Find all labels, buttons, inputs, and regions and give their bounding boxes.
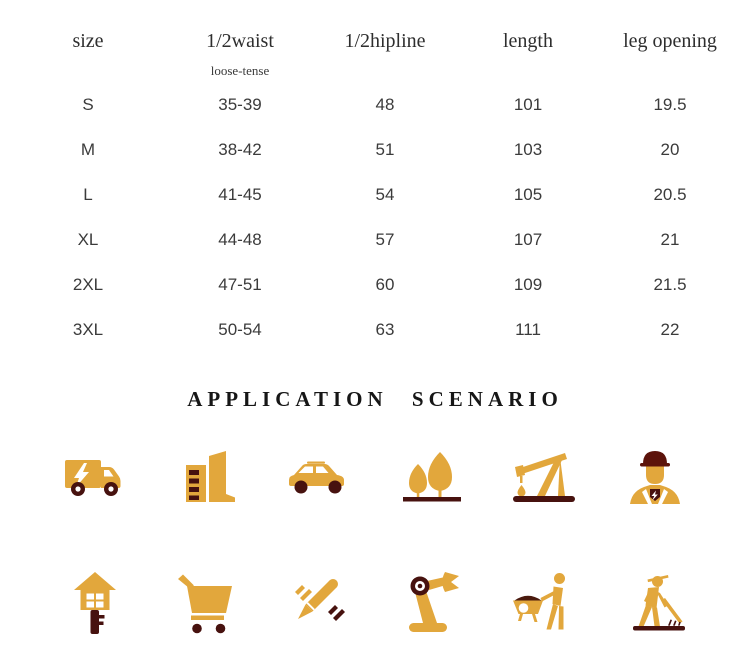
table-cell: 111 [515,319,541,339]
table-cell: 44-48 [218,229,262,249]
table-row [0,127,750,172]
table-cell: 105 [513,184,543,204]
truck-icon [39,438,151,522]
shopping-cart-icon [151,562,263,646]
column-header-hipline: 1/2hipline [344,29,426,52]
table-cell: 20.5 [653,184,687,204]
table-row [0,307,750,352]
table-cell: 35-39 [218,94,262,114]
table-cell: M [80,139,96,159]
table-cell: 101 [513,94,543,114]
table-cell: 47-51 [218,274,262,294]
table-cell: 22 [660,319,680,339]
house-key-icon [39,562,151,646]
column-header-leg-opening: leg opening [623,29,717,52]
table-cell: 57 [375,229,395,249]
design-tools-icon [263,562,375,646]
table-row [0,172,750,217]
table-cell: 48 [375,94,395,114]
table-cell: 21.5 [653,274,687,294]
table-cell: 19.5 [653,94,687,114]
column-header-size: size [72,29,104,52]
table-cell: 38-42 [218,139,262,159]
table-cell: 3XL [72,319,104,339]
robot-arm-icon [375,562,487,646]
table-cell: L [83,184,93,204]
table-cell: 103 [513,139,543,159]
column-header-length: length [503,29,553,52]
wheelbarrow-icon [487,562,599,646]
table-cell: 21 [660,229,680,249]
oil-pump-icon [487,438,599,522]
table-subheader-row [0,60,750,82]
car-icon [263,438,375,522]
waist-subheader-loose-tense: loose-tense [210,63,270,78]
table-row [0,217,750,262]
table-cell: 54 [375,184,395,204]
table-row [0,262,750,307]
table-header-row [0,22,750,60]
trees-icon [375,438,487,522]
table-cell: 51 [375,139,395,159]
table-cell: 50-54 [218,319,262,339]
table-row [0,82,750,127]
table-cell: 109 [513,274,543,294]
table-cell: S [82,94,94,114]
construction-worker-icon [599,438,711,522]
table-cell: 107 [513,229,543,249]
table-cell: 60 [375,274,395,294]
application-icon-grid [39,438,711,646]
table-cell: 2XL [72,274,104,294]
table-body [0,82,750,352]
table-cell: 63 [375,319,395,339]
table-cell: 20 [660,139,680,159]
table-cell: 41-45 [218,184,262,204]
farming-icon [599,562,711,646]
table-cell: XL [77,229,99,249]
application-scenario-title: APPLICATION SCENARIO [187,387,563,411]
column-header-waist: 1/2waist [206,29,274,52]
buildings-icon [151,438,263,522]
